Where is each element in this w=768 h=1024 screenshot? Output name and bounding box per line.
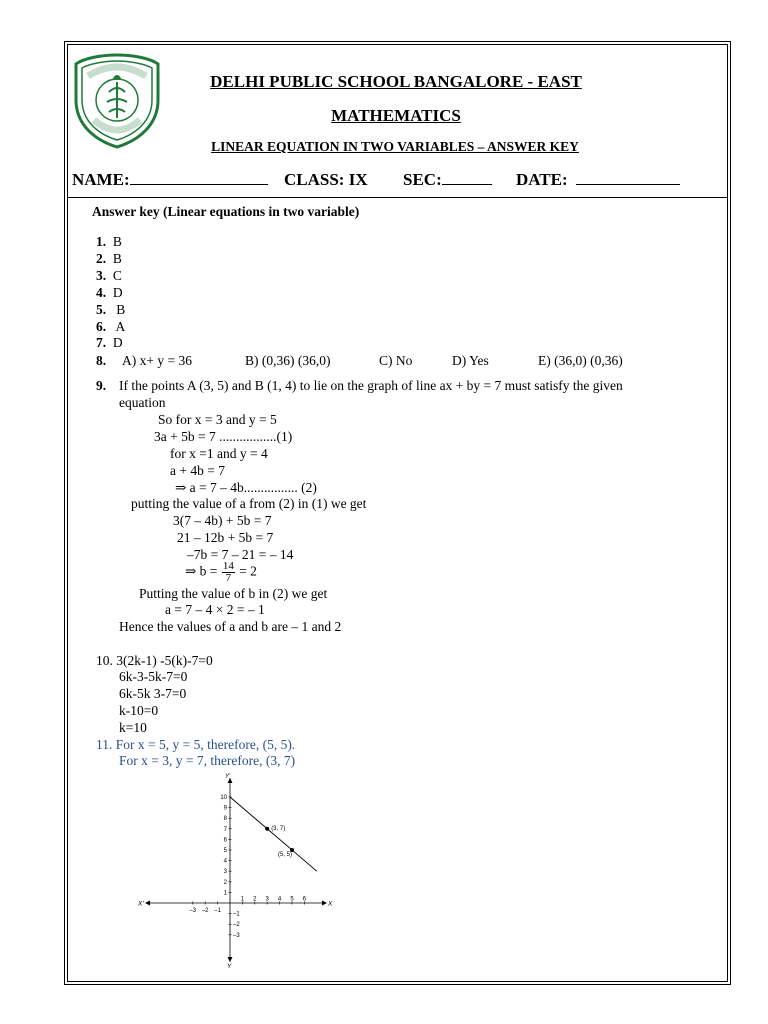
x-tick-label: 2 xyxy=(253,896,257,903)
y-tick-label: –2 xyxy=(233,922,240,929)
y-axis-label: Y xyxy=(227,963,232,970)
y-neg-axis-arrow xyxy=(228,957,233,962)
y-tick-label: 4 xyxy=(223,858,227,865)
q9-step: 3a + 5b = 7 .................(1) xyxy=(154,429,293,444)
list-item: 4. D xyxy=(96,285,123,300)
q9-step: a = 7 – 4 × 2 = – 1 xyxy=(165,602,265,617)
q10-line: 6k-5k 3-7=0 xyxy=(119,686,187,701)
q9-step: So for x = 3 and y = 5 xyxy=(158,412,277,427)
x-tick-label: –2 xyxy=(201,908,209,914)
q8-option-a: A) x+ y = 36 xyxy=(122,353,192,368)
date-field xyxy=(516,170,680,190)
y-tick-label: 8 xyxy=(223,816,227,823)
x-tick-label: 1 xyxy=(240,896,245,903)
q8-number: 8. xyxy=(96,353,107,368)
school-name: DELHI PUBLIC SCHOOL BANGALORE - EAST xyxy=(210,72,582,91)
x-neg-axis-arrow xyxy=(145,901,150,906)
school-logo xyxy=(72,52,162,150)
q9-step: –7b = 7 – 21 = – 14 xyxy=(187,547,294,562)
q9-number: 9. xyxy=(96,378,107,393)
list-item: 7. D xyxy=(96,335,123,350)
x-tick-label: 4 xyxy=(277,896,282,903)
q9-statement-cont: equation xyxy=(119,395,166,410)
worksheet-topic: LINEAR EQUATION IN TWO VARIABLES – ANSWER KEY xyxy=(211,139,579,154)
x-tick-label: 6 xyxy=(302,896,307,903)
header-divider xyxy=(67,197,728,198)
q8-option-d: D) Yes xyxy=(452,353,489,368)
q9-step: a + 4b = 7 xyxy=(170,463,225,478)
subject-title: MATHEMATICS xyxy=(331,106,461,125)
x-axis-arrow xyxy=(322,901,327,906)
graph-line xyxy=(230,797,317,871)
sec-blank xyxy=(442,170,492,185)
name-field xyxy=(72,170,268,190)
x-tick-label: –1 xyxy=(214,908,221,914)
list-item: 1. B xyxy=(96,234,122,249)
q9-conclusion: Hence the values of a and b are – 1 and 2 xyxy=(119,619,342,634)
q10-line: 6k-3-5k-7=0 xyxy=(119,669,188,684)
sec-field xyxy=(403,170,492,190)
line-graph xyxy=(136,770,336,970)
point-label: (3, 7) xyxy=(271,825,286,832)
answer-key-heading: Answer key (Linear equations in two variable) xyxy=(92,204,360,219)
q11-line: 11. For x = 5, y = 5, therefore, (5, 5). xyxy=(96,737,296,752)
y-tick-label: –1 xyxy=(233,911,240,918)
sec-label: SEC: xyxy=(403,170,442,189)
q8-option-e: E) (36,0) (0,36) xyxy=(538,353,623,368)
q9-step-fraction: ⇒ b = $\frac{14}{7}$ = 2 xyxy=(185,560,257,584)
name-label: NAME: xyxy=(72,170,130,189)
fraction: $\frac{14}{7}$ xyxy=(222,560,234,584)
y-tick-label: 9 xyxy=(223,805,227,812)
x-neg-axis-label: X' xyxy=(138,900,144,908)
q9-step: for x =1 and y = 4 xyxy=(170,446,268,461)
q9-step: ⇒ a = 7 – 4b................ (2) xyxy=(175,480,317,495)
name-blank xyxy=(130,170,268,185)
y-tick-label: 5 xyxy=(223,848,227,854)
x-tick-label: 5 xyxy=(290,896,294,903)
y-tick-label: 7 xyxy=(223,826,227,833)
y-tick-label: 2 xyxy=(223,879,227,886)
q9-step: 3(7 – 4b) + 5b = 7 xyxy=(173,513,272,528)
graph-point xyxy=(265,827,269,831)
list-item: 2. B xyxy=(96,251,122,266)
y-tick-label: –3 xyxy=(233,932,240,939)
q9-step: Putting the value of b in (2) we get xyxy=(139,586,328,601)
q9-step: 21 – 12b + 5b = 7 xyxy=(177,530,274,545)
q9-step: putting the value of a from (2) in (1) we get xyxy=(131,496,367,511)
q10-line: 10. 3(2k-1) -5(k)-7=0 xyxy=(96,653,213,668)
y-tick-label: 1 xyxy=(223,890,227,897)
x-axis-label: X xyxy=(328,900,333,908)
q10-line: k-10=0 xyxy=(119,703,159,718)
x-tick-label: –3 xyxy=(189,908,197,914)
date-blank xyxy=(576,170,680,185)
q9-statement: If the points A (3, 5) and B (1, 4) to lie on the graph of line ax + by = 7 must satisfy the given xyxy=(119,378,623,393)
list-item: 3. C xyxy=(96,268,122,283)
y-neg-axis-label: Y' xyxy=(225,774,231,780)
q8-option-b: B) (0,36) (36,0) xyxy=(245,353,331,368)
x-tick-label: 3 xyxy=(265,896,269,903)
q11-line: For x = 3, y = 7, therefore, (3, 7) xyxy=(119,753,296,768)
q8-option-c: C) No xyxy=(379,353,413,368)
y-tick-label: 3 xyxy=(223,869,227,876)
q10-line: k=10 xyxy=(119,720,147,735)
date-label: DATE: xyxy=(516,170,568,189)
list-item: 6. A xyxy=(96,319,126,334)
point-label: (5, 5) xyxy=(278,852,293,858)
class-label: CLASS: IX xyxy=(284,170,368,189)
y-tick-label: 6 xyxy=(223,837,227,844)
list-item: 5. B xyxy=(96,302,126,317)
y-tick-label: 10 xyxy=(220,795,227,801)
